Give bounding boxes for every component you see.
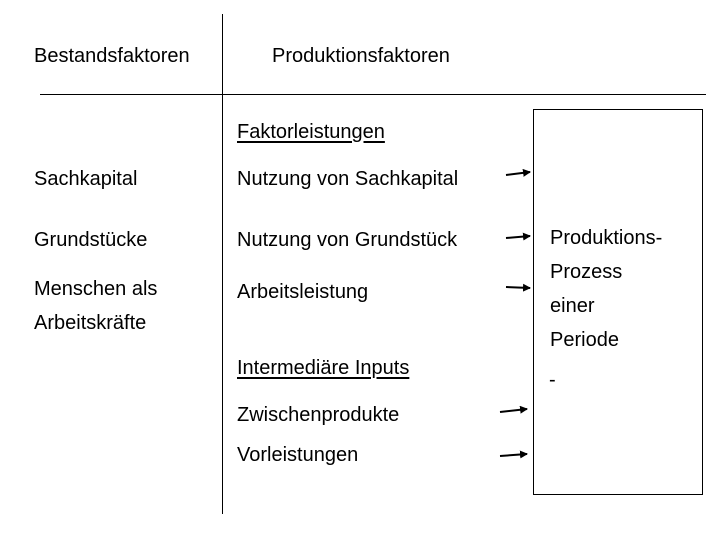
input-zwischenprodukte: Zwischenprodukte: [237, 404, 400, 426]
process-line-3: einer: [550, 295, 595, 317]
leistung-sachkapital: Nutzung von Sachkapital: [237, 168, 459, 190]
process-dash: -: [549, 369, 556, 391]
process-line-4: Periode: [550, 329, 619, 351]
arrow-arbeit: [506, 287, 530, 288]
bestand-sachkapital: Sachkapital: [34, 168, 138, 190]
arrow-sachkapital: [506, 172, 530, 175]
bestand-menschen: Menschen als Arbeitskräfte: [34, 278, 158, 334]
subheader-faktorleistungen: Faktorleistungen: [237, 121, 385, 143]
leistung-grundstueck: Nutzung von Grundstück: [237, 229, 458, 251]
header-produktionsfaktoren: Produktionsfaktoren: [272, 45, 450, 67]
bestand-grundstuecke: Grundstücke: [34, 229, 148, 251]
arrow-grundstueck: [506, 236, 530, 238]
process-line-2: Prozess: [550, 261, 623, 283]
inputs-title: Intermediäre Inputs: [237, 357, 410, 379]
arrow-vorleistungen: [500, 454, 527, 456]
process-line-1: Produktions-: [550, 227, 663, 249]
leistung-arbeit: Arbeitsleistung: [237, 281, 369, 303]
header-bestandsfaktoren: Bestandsfaktoren: [34, 45, 190, 67]
arrow-zwischenprodukte: [500, 409, 527, 412]
input-vorleistungen: Vorleistungen: [237, 444, 359, 466]
